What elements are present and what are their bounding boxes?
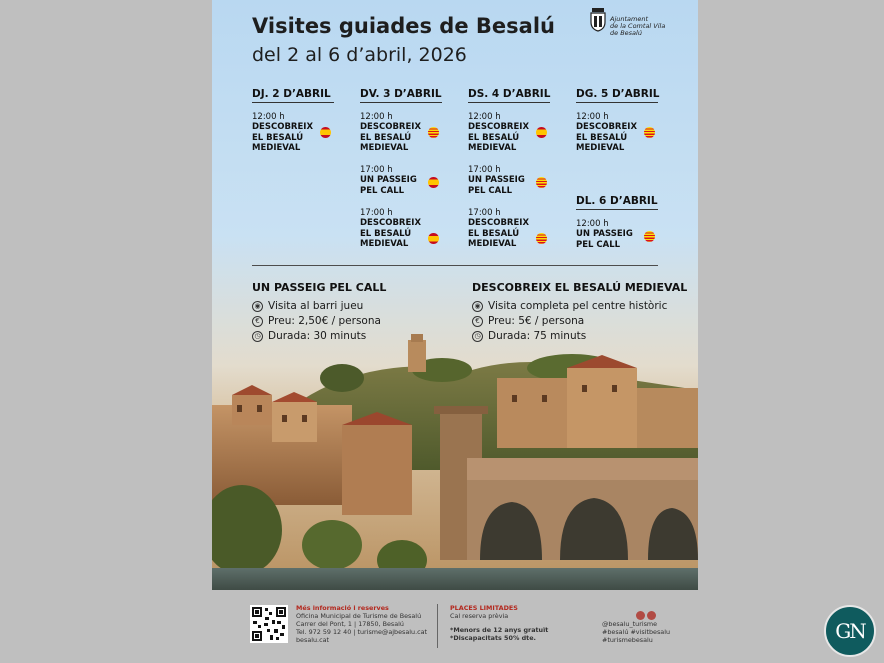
event bbox=[576, 112, 666, 154]
day-heading: DG. 5 D’ABRIL bbox=[576, 88, 658, 103]
office-contact[interactable]: Tel. 972 59 12 40 | turisme@ajbesalu.cat bbox=[296, 628, 428, 636]
event-time: 17:00 h bbox=[360, 208, 393, 218]
footer-divider bbox=[437, 604, 438, 648]
event bbox=[252, 112, 342, 154]
event-time: 12:00 h bbox=[576, 219, 609, 229]
event-name: UN PASSEIG PEL CALL bbox=[468, 175, 525, 196]
day-heading: DL. 6 D’ABRIL bbox=[576, 195, 658, 210]
event-name: DESCOBREIX EL BESALÚ MEDIEVAL bbox=[468, 122, 529, 153]
day-heading: DS. 4 D’ABRIL bbox=[468, 88, 550, 103]
discount-disabled: *Discapacitats 50% dte. bbox=[450, 634, 536, 642]
facebook-icon[interactable] bbox=[647, 611, 656, 620]
shield-icon bbox=[590, 12, 606, 32]
office-name: Oficina Municipal de Turisme de Besalú bbox=[296, 612, 422, 620]
event-name: DESCOBREIX EL BESALÚ MEDIEVAL bbox=[360, 122, 421, 153]
gn-watermark-logo: GN bbox=[824, 605, 876, 657]
besalu-town-photo bbox=[212, 330, 698, 590]
ajuntament-logo bbox=[588, 8, 678, 42]
day-column-5 bbox=[576, 195, 658, 250]
event-name: DESCOBREIX EL BESALÚ MEDIEVAL bbox=[252, 122, 313, 153]
contact-block bbox=[296, 604, 427, 644]
event-time: 12:00 h bbox=[252, 112, 285, 122]
catalonia-flag-icon bbox=[536, 177, 547, 188]
event-time: 12:00 h bbox=[468, 112, 501, 122]
event-name: UN PASSEIG PEL CALL bbox=[360, 175, 417, 196]
catalonia-flag-icon bbox=[644, 127, 655, 138]
catalonia-flag-icon bbox=[536, 233, 547, 244]
euro-icon: € bbox=[472, 316, 483, 327]
tour-duration: Durada: 30 minuts bbox=[268, 330, 367, 342]
instagram-icon[interactable] bbox=[636, 611, 645, 620]
discount-children: *Menors de 12 anys gratuït bbox=[450, 626, 549, 634]
event-name: DESCOBREIX EL BESALÚ MEDIEVAL bbox=[360, 218, 421, 249]
tour-description: Visita completa pel centre històric bbox=[488, 300, 668, 312]
eye-icon: ◉ bbox=[252, 301, 263, 312]
event bbox=[360, 165, 450, 196]
places-block bbox=[450, 604, 548, 642]
footer bbox=[212, 596, 698, 656]
places-note: Cal reserva prèvia bbox=[450, 612, 509, 620]
day-column-3 bbox=[468, 88, 551, 249]
event bbox=[468, 112, 558, 154]
day-column-1 bbox=[252, 88, 334, 153]
tour-price: Preu: 5€ / persona bbox=[488, 315, 585, 327]
catalonia-flag-icon bbox=[644, 231, 655, 242]
tour-price: Preu: 2,50€ / persona bbox=[268, 315, 381, 327]
tour-description: Visita al barri jueu bbox=[268, 300, 364, 312]
event bbox=[576, 219, 666, 250]
poster-subtitle: del 2 al 6 d’abril, 2026 bbox=[252, 44, 467, 66]
day-heading: DV. 3 D’ABRIL bbox=[360, 88, 442, 103]
poster-title: Visites guiades de Besalú bbox=[252, 14, 555, 38]
day-heading: DJ. 2 D’ABRIL bbox=[252, 88, 334, 103]
tour-title: DESCOBREIX EL BESALÚ MEDIEVAL bbox=[472, 281, 688, 294]
clock-icon: ◷ bbox=[472, 331, 483, 342]
event-time: 17:00 h bbox=[468, 165, 501, 175]
event bbox=[360, 208, 450, 250]
social-handle[interactable]: @besalu_turisme bbox=[602, 620, 658, 628]
catalonia-flag-icon bbox=[428, 127, 439, 138]
euro-icon: € bbox=[252, 316, 263, 327]
event bbox=[360, 112, 450, 154]
logo-line-3: de Besalú bbox=[610, 29, 642, 37]
day-column-4 bbox=[576, 88, 660, 153]
social-block bbox=[602, 620, 670, 644]
event-name: UN PASSEIG PEL CALL bbox=[576, 229, 633, 250]
hashtags-line-1: #besalú #visitbesalu bbox=[602, 628, 671, 636]
eye-icon: ◉ bbox=[472, 301, 483, 312]
poster bbox=[212, 0, 698, 590]
clock-icon: ◷ bbox=[252, 331, 263, 342]
spain-flag-icon bbox=[428, 177, 439, 188]
tour-title: UN PASSEIG PEL CALL bbox=[252, 281, 387, 294]
website-link[interactable]: besalu.cat bbox=[296, 636, 330, 644]
divider bbox=[252, 265, 658, 266]
event-time: 12:00 h bbox=[360, 112, 393, 122]
spain-flag-icon bbox=[428, 233, 439, 244]
tour-duration: Durada: 75 minuts bbox=[488, 330, 587, 342]
qr-code-icon[interactable] bbox=[250, 605, 288, 643]
event-name: DESCOBREIX EL BESALÚ MEDIEVAL bbox=[576, 122, 637, 153]
spain-flag-icon bbox=[320, 127, 331, 138]
places-title: PLACES LIMITADES bbox=[450, 604, 518, 612]
event-time: 17:00 h bbox=[360, 165, 393, 175]
logo-line-1: Ajuntament bbox=[610, 15, 649, 23]
info-title: Més informació i reserves bbox=[296, 604, 389, 612]
office-address: Carrer del Pont, 1 | 17850, Besalú bbox=[296, 620, 404, 628]
hashtags-line-2: #turismebesalu bbox=[602, 636, 653, 644]
event bbox=[468, 165, 558, 196]
event-time: 12:00 h bbox=[576, 112, 609, 122]
event bbox=[468, 208, 558, 250]
day-column-2 bbox=[360, 88, 442, 249]
event-name: DESCOBREIX EL BESALÚ MEDIEVAL bbox=[468, 218, 529, 249]
logo-line-2: de la Comtal Vila bbox=[610, 22, 666, 30]
spain-flag-icon bbox=[536, 127, 547, 138]
event-time: 17:00 h bbox=[468, 208, 501, 218]
